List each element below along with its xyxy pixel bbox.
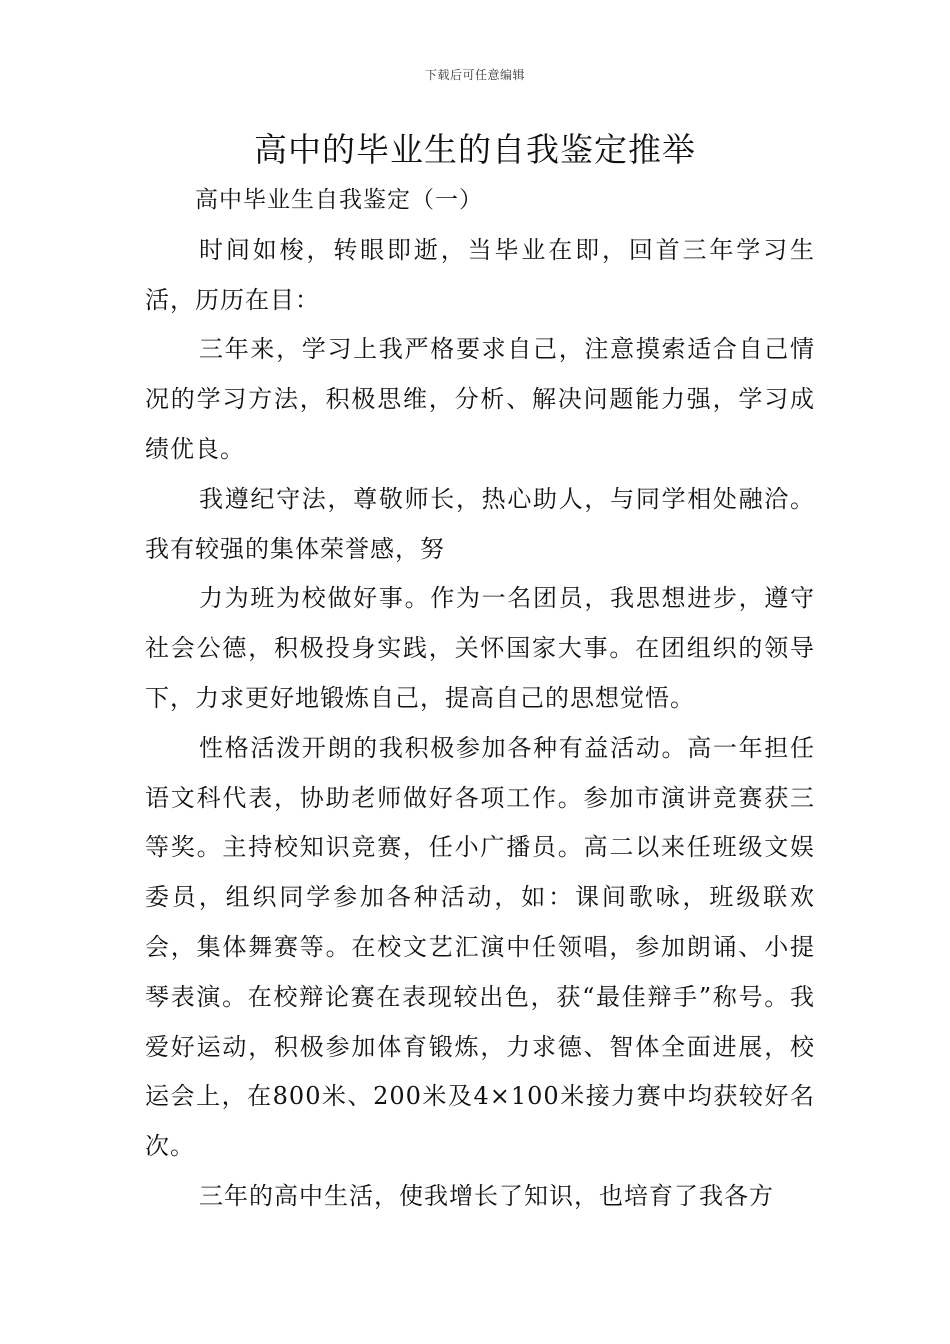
document-title: 高中的毕业生的自我鉴定推举 <box>254 130 696 169</box>
paragraph-2: 三年来，学习上我严格要求自己，注意摸索适合自己情况的学习方法，积极思维，分析、解决问题能力强，学习成绩优良。 <box>145 335 815 463</box>
header-note: 下载后可任意编辑 <box>424 68 525 82</box>
paragraph-4: 力为班为校做好事。作为一名团员，我思想进步，遵守社会公德，积极投身实践，关怀国家大事。在团组织的领导下，力求更好地锻炼自己，提高自己的思想觉悟。 <box>145 584 815 712</box>
paragraph-3: 我遵纪守法，尊敬师长，热心助人，与同学相处融洽。我有较强的集体荣誉感，努 <box>145 484 815 563</box>
paragraph-6: 三年的高中生活，使我增长了知识，也培育了我各方 <box>199 1181 774 1210</box>
section-subheading: 高中毕业生自我鉴定（一） <box>195 187 483 213</box>
paragraph-5: 性格活泼开朗的我积极参加各种有益活动。高一年担任语文科代表，协助老师做好各项工作。参加市演讲竞赛获三等奖。主持校知识竞赛，任小广播员。高二以来任班级文娱委员，组织同学参加各种活动，如：课间歌咏，班级联欢会，集体舞赛等。在校文艺汇演中任领唱，参加朗诵、小提琴表演。在校辩论赛在表现较出色，获“最佳辩手”称号。我爱好运动，积极参加体育锻炼，力求德、智体全面进展，校运会上，在800米、200米及4×100米接力赛中均获较好名次。 <box>145 733 815 1161</box>
paragraph-1: 时间如梭，转眼即逝，当毕业在即，回首三年学习生活，历历在目： <box>145 235 815 314</box>
document-body <box>145 176 815 1222</box>
